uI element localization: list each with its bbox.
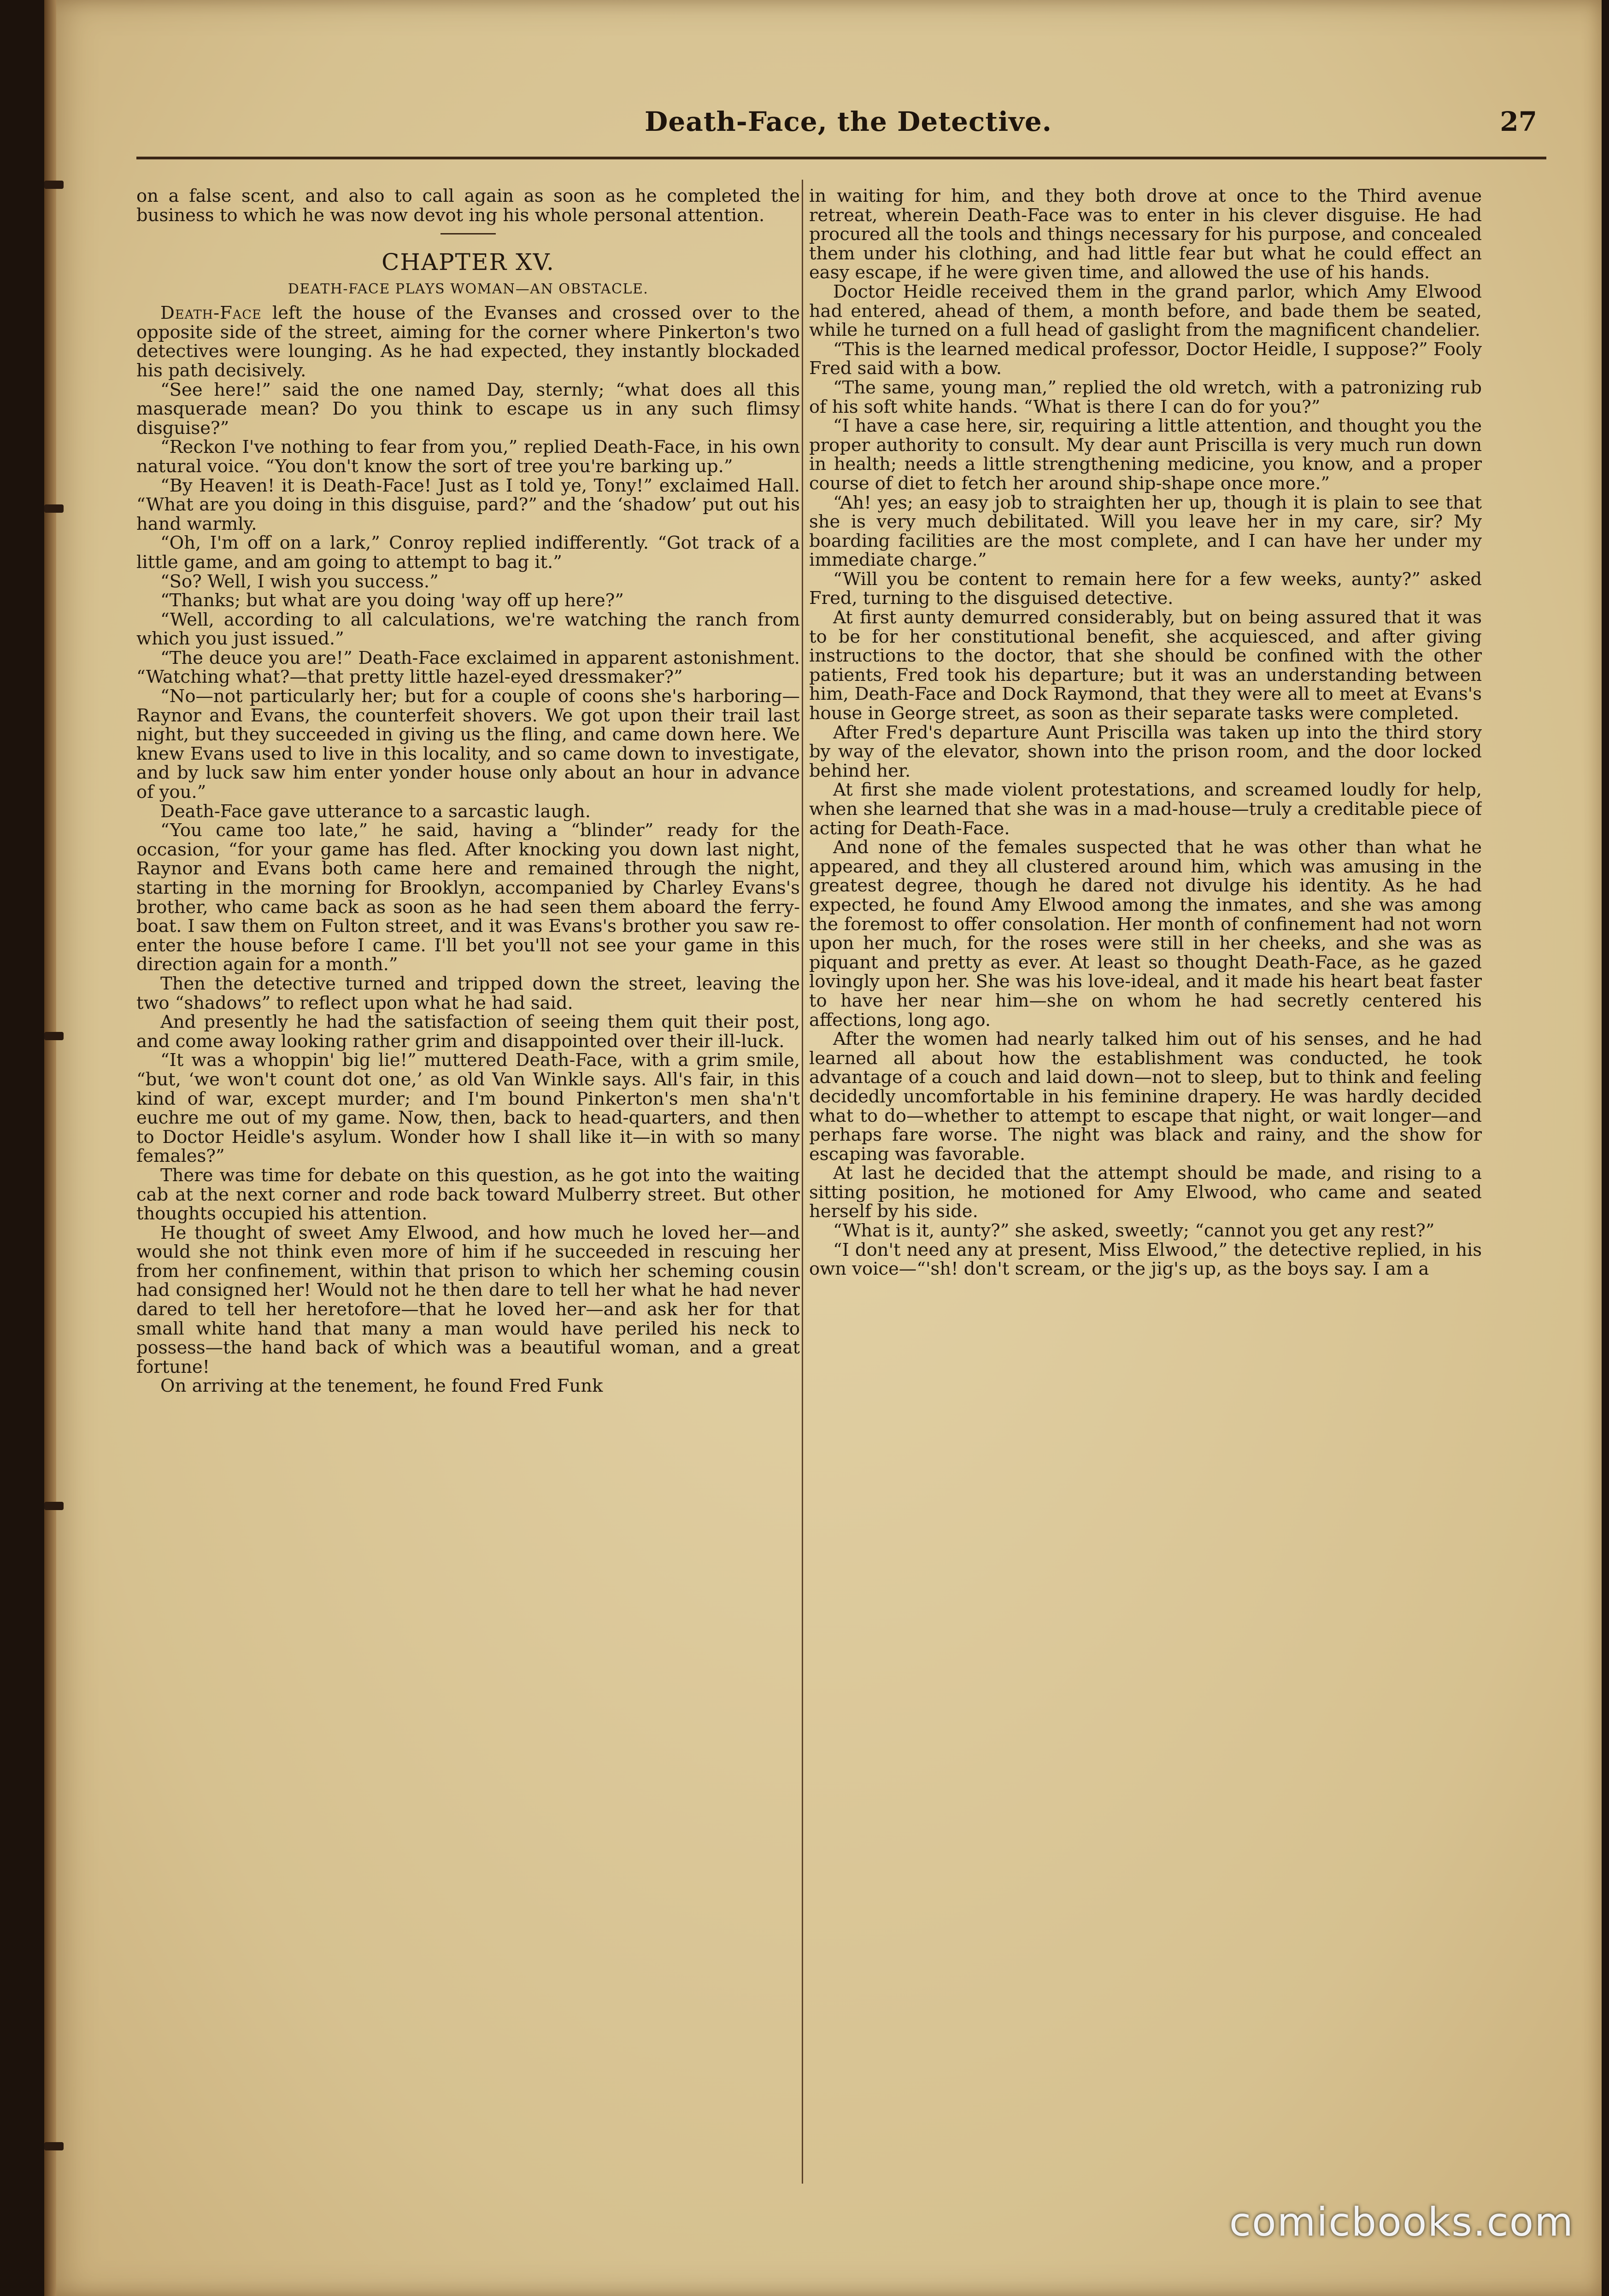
continuation-paragraph: on a false scent, and also to call again as soon as he completed the business to which he was now devot ing his whole personal attention. [136, 187, 800, 226]
paragraph: Doctor Heidle received them in the grand parlor, which Amy Elwood had entered, ahead of them, a month before, and bade them be seated, while he turned on a full head of gaslight from the magnificent chandelier. [809, 281, 1482, 341]
paragraph: “Ah! yes; an easy job to straighten her up, though it is plain to see that she is very much debilitated. Will you leave her in my care, sir? My boarding facilities are the most complete, and I can have her under my immediate charge.” [809, 492, 1482, 571]
chapter-subtitle: DEATH-FACE PLAYS WOMAN—AN OBSTACLE. [288, 281, 649, 298]
paragraph: “Well, according to all calculations, we're watching the ranch from which you just issued.” [136, 609, 800, 650]
paragraph: At last he decided that the attempt should be made, and rising to a sitting position, he motioned for Amy Elwood, who came and seated herself by his side. [809, 1163, 1482, 1222]
paragraph: At first aunty demurred considerably, but on being assured that it was to be for her constitutional benefit, she acquiesced, and after giving instructions to the doctor, that she should be confined with the other patients, Fred took his departure; but it was an understanding between him, Death-Face and Dock Raymond, that they were all to meet at Evans's house in George street, as soon as their separate tasks were completed. [809, 607, 1482, 724]
paragraph: After the women had nearly talked him out of his senses, and he had learned all about how the establishment was conducted, he took advantage of a couch and laid down—not to sleep, but to think and feeling decidedly uncomfortable in his feminine drapery. He was hardly decided what to do—whether to attempt to escape that night, or wait longer—and perhaps fare worse. The night was black and rainy, and the show for escaping was favorable. [809, 1029, 1482, 1165]
paragraph: “See here!” said the one named Day, sternly; “what does all this masquerade mean? Do you think to escape us in any such flimsy disguise?” [136, 379, 800, 439]
paragraph: “You came too late,” he said, having a “blinder” ready for the occasion, “for your game has fled. After knocking you down last night, Raynor and Evans both came here and remained through the night, starting in the morning for Brooklyn, accompanied by Charley Evans's brother, who came back as soon as he had seen them aboard the ferry-boat. I saw them on Fulton street, and it was Evans's brother you saw re-enter the house before I came. I'll bet you'll not see your game in this direction again for a month.” [136, 820, 800, 975]
page-number: 27 [1500, 106, 1537, 137]
paragraph: “By Heaven! it is Death-Face! Just as I told ye, Tony!” exclaimed Hall. “What are you doing in this disguise, pard?” and the ‘shadow’ put out his hand warmly. [136, 475, 800, 534]
paragraph: There was time for debate on this question, as he got into the waiting cab at the next corner and rode back toward Mulberry street. But other thoughts occupied his attention. [136, 1165, 800, 1224]
binding-edge [44, 0, 56, 2296]
paragraph: “This is the learned medical professor, Doctor Heidle, I suppose?” Fooly Fred said with a bow. [809, 339, 1482, 379]
running-title: Death-Face, the Detective. [645, 106, 1052, 137]
paragraph: Then the detective turned and tripped down the street, leaving the two “shadows” to reflect upon what he had said. [136, 973, 800, 1013]
paragraph: He thought of sweet Amy Elwood, and how much he loved her—and would she not think even more of him if he succeeded in rescuing her from her confinement, within that prison to which her scheming cousin had consigned her! Would not he then dare to tell her what he had never dared to tell her heretofore—that he loved her—and ask her for that small white hand that many a man would have periled his neck to possess—the hand back of which was a beautiful woman, and a great fortune! [136, 1222, 800, 1377]
paragraph: “I have a case here, sir, requiring a little attention, and thought you the proper authority to consult. My dear aunt Priscilla is very much run down in health; needs a little strengthening medicine, you know, and a proper course of diet to fetch her around ship-shape once more.” [809, 416, 1482, 494]
paragraph: “What is it, aunty?” she asked, sweetly; “cannot you get any rest?” [833, 1220, 1435, 1242]
staple-mark [44, 181, 64, 189]
paragraph: “The same, young man,” replied the old wretch, with a patronizing rub of his soft white hands. “What is there I can do for you?” [809, 377, 1482, 417]
continuation-paragraph: in waiting for him, and they both drove at once to the Third avenue retreat, wherein Death-Face was to enter in his clever disguise. He had procured all the tools and things necessary for his purpose, and concealed them under his clothing, and had little fear but what he could effect an easy escape, if he were given time, and allowed the use of his hands. [809, 187, 1482, 283]
page-inner [44, 0, 1602, 2296]
paragraph [136, 304, 800, 380]
page-header [136, 106, 1560, 152]
paragraph: “Will you be content to remain here for a few weeks, aunty?” asked Fred, turning to the disguised detective. [809, 568, 1482, 609]
chapter-title: CHAPTER XV. [382, 249, 555, 276]
paragraph: “Oh, I'm off on a lark,” Conroy replied indifferently. “Got track of a little game, and am going to attempt to bag it.” [136, 533, 800, 573]
lead-word: Death-Face [160, 303, 262, 324]
staple-mark [44, 504, 64, 513]
paragraph: Death-Face gave utterance to a sarcastic laugh. [160, 801, 591, 822]
paragraph: “The deuce you are!” Death-Face exclaimed in apparent astonishment. “Watching what?—that pretty little hazel-eyed dressmaker?” [136, 647, 800, 688]
header-rule [136, 157, 1546, 159]
paragraph: After Fred's departure Aunt Priscilla was taken up into the third story by way of the elevator, shown into the prison room, and the door locked behind her. [809, 722, 1482, 781]
chapter-divider [440, 233, 496, 234]
paragraph: And presently he had the satisfaction of seeing them quit their post, and come away looking rather grim and disappointed over their ill-luck. [136, 1012, 800, 1052]
magazine-page [44, 0, 1602, 2296]
paragraph-text: left the house of the Evanses and crossed over to the opposite side of the street, aiming for the corner where Pinkerton's two detectives were lounging. As he had expected, they instantly blockaded his path decisively. [136, 303, 800, 381]
staple-mark [44, 1502, 64, 1510]
staple-mark [44, 2142, 64, 2150]
paragraph: “Thanks; but what are you doing 'way off up here?” [160, 590, 624, 611]
paragraph: On arriving at the tenement, he found Fred Funk [160, 1376, 603, 1397]
paragraph: And none of the females suspected that he was other than what he appeared, and they all clustered around him, which was amusing in the greatest degree, though he dared not divulge his identity. As he had expected, he found Amy Elwood among the inmates, and she was among the foremost to offer consolation. Her month of confinement had not worn upon her much, for the roses were still in her cheeks, and she was as piquant and pretty as ever. At least so thought Death-Face, as he gazed lovingly upon her. She was his love-ideal, and it made his heart beat faster to have her near him—she on whom he had secretly centered his affections, long ago. [809, 837, 1482, 1031]
left-column [136, 187, 800, 2186]
column-rule [802, 180, 803, 2184]
site-watermark: comicbooks.com [1229, 2199, 1574, 2245]
paragraph: “I don't need any at present, Miss Elwood,” the detective replied, in his own voice—“'sh! don't scream, or the jig's up, as the boys say. I am a [809, 1239, 1482, 1280]
staple-mark [44, 1032, 64, 1040]
paragraph: At first she made violent protestations, and screamed loudly for help, when she learned that she was in a mad-house—truly a creditable piece of acting for Death-Face. [809, 779, 1482, 839]
paragraph: “Reckon I've nothing to fear from you,” replied Death-Face, in his own natural voice. “You don't know the sort of tree you're barking up.” [136, 437, 800, 477]
paragraph: “No—not particularly her; but for a couple of coons she's harboring—Raynor and Evans, the counterfeit shovers. We got upon their trail last night, but they succeeded in giving us the fling, and came down here. We knew Evans used to live in this locality, and so came down to investigate, and by luck saw him enter yonder house only about an hour in advance of you.” [136, 686, 800, 803]
paragraph: “It was a whoppin' big lie!” muttered Death-Face, with a grim smile, “but, ‘we won't count dot one,’ as old Van Winkle says. All's fair, in this kind of war, except murder; and I'm bound Pinkerton's men sha'n't euchre me out of my game. Now, then, back to head-quarters, and then to Doctor Heidle's asylum. Wonder how I shall like it—in with so many females?” [136, 1050, 800, 1167]
paragraph: “So? Well, I wish you success.” [160, 571, 439, 592]
right-column [809, 187, 1482, 2186]
